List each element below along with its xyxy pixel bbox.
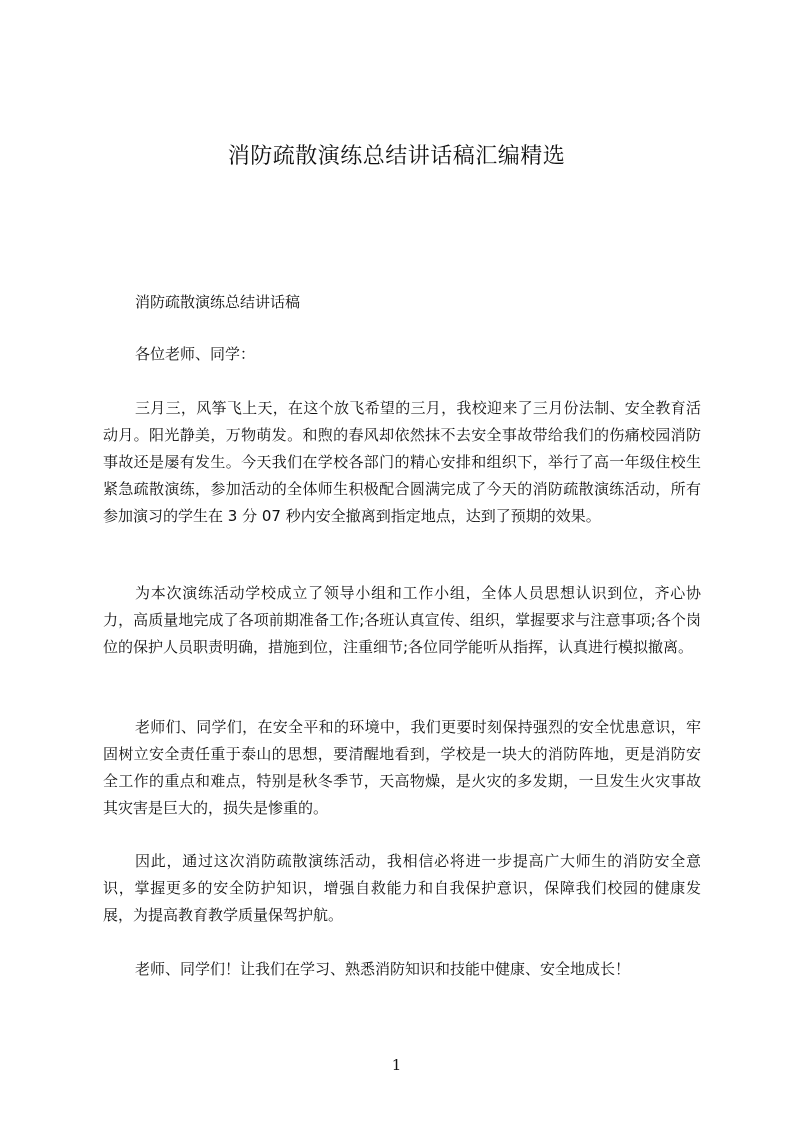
paragraph-4: 因此，通过这次消防疏散演练活动，我相信必将进一步提高广大师生的消防安全意识，掌握更多的安全防护知识，增强自救能力和自我保护意识，保障我们校园的健康发展，为提高教育教学质量保驾护航。 — [103, 852, 701, 924]
greeting: 各位老师、同学： — [135, 345, 256, 363]
speech-title: 消防疏散演练总结讲话稿 — [135, 293, 301, 311]
paragraph-5: 老师、同学们！让我们在学习、熟悉消防知识和技能中健康、安全地成长！ — [135, 960, 631, 978]
paragraph-1: 三月三，风筝飞上天，在这个放飞希望的三月，我校迎来了三月份法制、安全教育活动月。阳光静美，万物萌发。和煦的春风却依然抹不去安全事故带给我们的伤痛校园消防事故还是屡有发生。今天我们在学校各部门的精心安排和组织下，举行了高一年级住校生紧急疏散演练，参加活动的全体师生积极配合圆满完成了今天的消防疏散演练活动，所有参加演习的学生在 3 分 07 秒内安全撤离到指定地点，达到了预期的效果。 — [103, 399, 701, 525]
document-title: 消防疏散演练总结讲话稿汇编精选 — [227, 144, 566, 169]
page-number: 1 — [391, 1056, 402, 1074]
paragraph-3: 老师们、同学们，在安全平和的环境中，我们更要时刻保持强烈的安全忧患意识，牢固树立安全责任重于泰山的思想，要清醒地看到，学校是一块大的消防阵地，更是消防安全工作的重点和难点，特别是秋冬季节，天高物燥，是火灾的多发期，一旦发生火灾事故其灾害是巨大的，损失是惨重的。 — [103, 718, 701, 817]
paragraph-2: 为本次演练活动学校成立了领导小组和工作小组，全体人员思想认识到位，齐心协力，高质量地完成了各项前期准备工作;各班认真宣传、组织，掌握要求与注意事项;各个岗位的保护人员职责明确，措施到位，注重细节;各位同学能听从指挥，认真进行模拟撤离。 — [103, 584, 701, 656]
